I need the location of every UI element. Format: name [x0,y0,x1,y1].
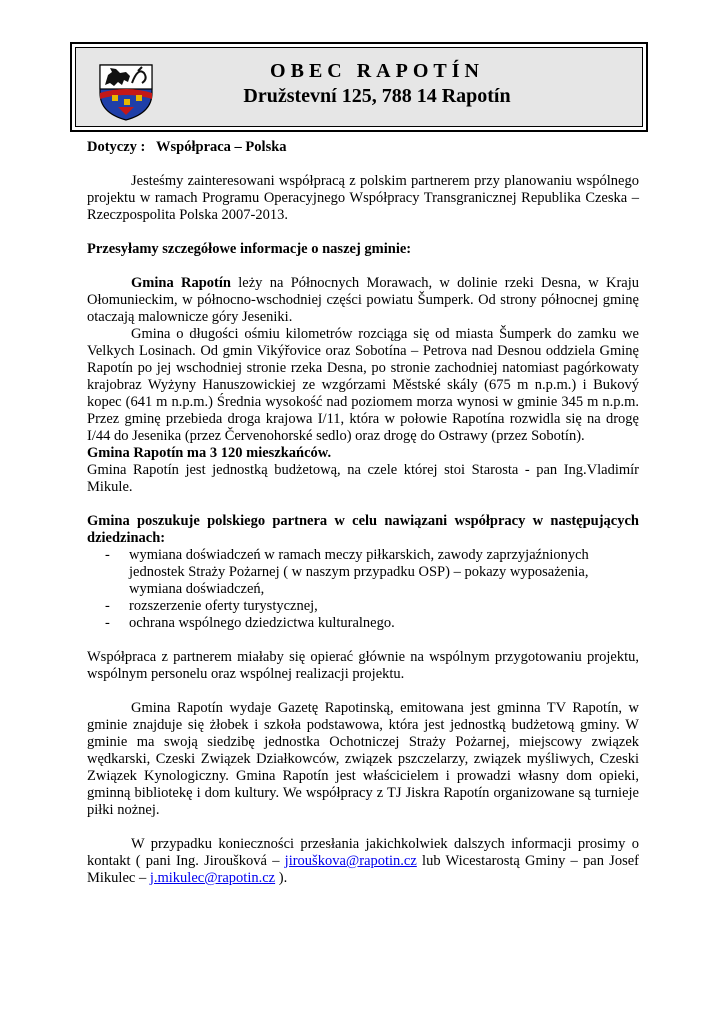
email-link-jirouskova[interactable]: jirouškova@rapotin.cz [284,853,417,869]
subject-value: Współpraca – Polska [156,139,287,155]
areas-list [87,547,639,632]
subject-line [87,139,639,156]
letterhead-inner [75,47,643,127]
population-line: Gmina Rapotín ma 3 120 mieszkańców. [87,445,332,461]
government-paragraph: Gmina Rapotín jest jednostką budżetową, na czele której stoi Starosta - pan Ing.Vladimír Mikule. [87,462,639,495]
area-text: wymiana doświadczeń w ramach meczy piłkarskich, zawody zaprzyjaźnionych jednostek Straży Pożarnej ( w naszym przypadku OSP) – pokazy wyposażenia, wymiana doświadczeń, [129,547,589,597]
subject-label: Dotyczy : [87,139,146,155]
location-paragraph [87,275,639,326]
letterhead [70,42,648,132]
list-item: - rozszerzenie oferty turystycznej, [105,598,318,614]
address: Družstevní 125, 788 14 Rapotín [243,85,511,107]
contact-paragraph [87,836,639,887]
institutions-paragraph: Gmina Rapotín wydaje Gazetę Rapotinską, emitowana jest gminna TV Rapotín, w gminie znajduje się żłobek i szkoła podstawowa, która jest jednostką budżetową gminy. W gminie ma swoją siedzibę jednostka Ochotniczej Straży Pożarnej, miejscowy związek wędkarski, Czeski Związek Działkowców, związek pszczelarzy, związek myśliwych, Czeski Związek Kynologiczny. Gmina Rapotín jest właścicielem i prowadzi własny dom opieki, gminną bibliotekę i dom kultury. We współpracy z TJ Jiskra Rapotín organizowane są turnieje piłki nożnej. [87,700,639,818]
letter-body [87,139,639,887]
list-item: - wymiana doświadczeń w ramach meczy piłkarskich, zawody zaprzyjaźnionych jednostek Straży Pożarnej ( w naszym przypadku OSP) – pokazy wyposażenia, wymiana doświadczeń, [105,547,589,597]
email-link-mikulec[interactable]: j.mikulec@rapotin.cz [149,870,276,886]
contact-text-2: lub Wicestarostą Gminy – pan Josef Mikulec – [87,853,639,886]
partner-heading: Gmina poszukuje polskiego partnera w celu nawiązani współpracy w następujących dziedzinach: [87,513,639,546]
cooperation-paragraph: Współpraca z partnerem miałaby się opierać głównie na wspólnym przygotowaniu projektu, wspólnym personelu oraz wspólnej realizacji projektu. [87,649,639,682]
geography-paragraph: Gmina o długości ośmiu kilometrów rozciąga się od miasta Šumperk do zamku we Velkych Losinach. Od gmin Vikýřovice oraz Sobotína – Petrova nad Desnou oddziela Gminę Rapotín po jej wschodniej stronie rzeka Desna, po stronie zachodniej natomiast pagórkowaty krajobraz Wyżyny Hanuszowickiej ze wzgórzami Městské skály (675 m n.p.m.) i Bukový kopec (641 m n.p.m.) Średnia wysokość nad poziomem morza wynosi w gminie 345 m n.p.m. Przez gminę przebieda droga krajowa I/11, która w połowie Rapotína rozwidla się na drogę I/44 do Jesenika (przez Červenohorské sedlo) oraz drogę do Ostrawy (przez Sobotín). [87,326,639,444]
location-bold-lead: Gmina Rapotín [131,275,231,291]
contact-text-3: ). [275,870,288,886]
contact-text-1: W przypadku konieczności przesłania jakichkolwiek dalszych informacji prosimy o kontakt ( pani Ing. Jiroušková – [87,836,639,869]
location-text: leży na Północnych Morawach, w dolinie rzeki Desna, w Kraju Ołomunieckim, w północno-wschodniej części powiatu Šumperk. Od strony północnej gminę otaczają malownicze góry Jeseniki. [87,275,639,325]
area-text: rozszerzenie oferty turystycznej, [129,598,318,614]
list-item: - ochrana wspólnego dziedzictwa kulturalnego. [105,615,395,631]
page-title: OBEC RAPOTÍN [270,60,484,82]
info-heading: Przesyłamy szczegółowe informacje o naszej gminie: [87,241,412,257]
intro-paragraph: Jesteśmy zainteresowani współpracą z polskim partnerem przy planowaniu wspólnego projektu w ramach Programu Operacyjnego Współpracy Transgranicznej Republika Czeska – Rzeczpospolita Polska 2007-2013. [87,173,639,223]
area-text: ochrana wspólnego dziedzictwa kulturalnego. [129,615,395,631]
